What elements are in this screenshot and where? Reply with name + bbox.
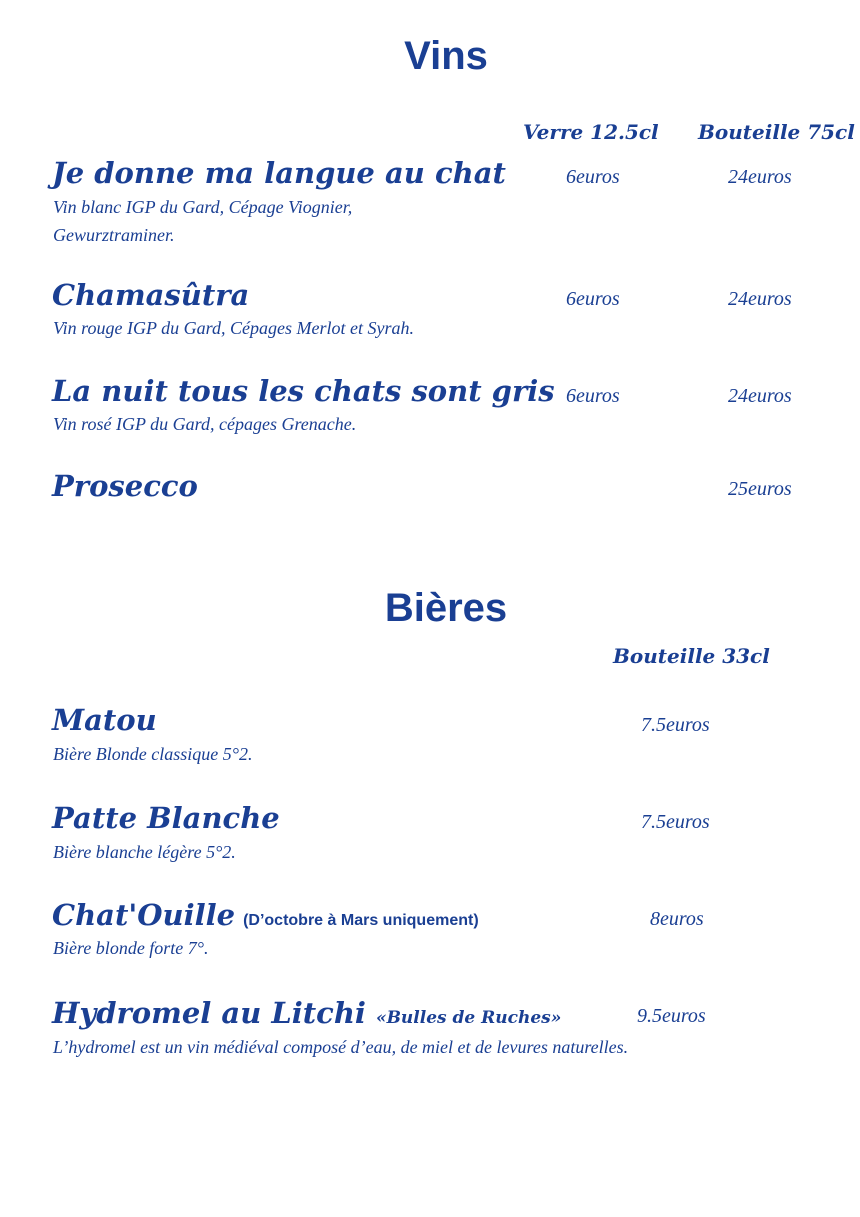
section-title-vins: Vins — [404, 34, 488, 78]
wine-price-bouteille: 25euros — [728, 478, 792, 500]
beer-name-line — [52, 898, 479, 932]
wine-description: Vin rosé IGP du Gard, cépages Grenache. — [53, 414, 357, 434]
beer-name: Chat'Ouille — [52, 898, 236, 932]
wine-price-verre: 6euros — [566, 288, 620, 310]
beer-name: Hydromel au Litchi — [52, 996, 366, 1030]
beer-price: 7.5euros — [641, 714, 710, 736]
beer-price: 9.5euros — [637, 1005, 706, 1027]
wine-description: Vin blanc IGP du Gard, Cépage Viognier, — [53, 197, 353, 217]
beer-availability-note: (D’octobre à Mars uniquement) — [243, 912, 479, 929]
beer-description: Bière Blonde classique 5°2. — [53, 744, 253, 764]
wine-description-line2: Gewurztraminer. — [53, 225, 175, 245]
beer-description: L’hydromel est un vin médiéval composé d’eau, de miel et de levures naturelles. — [53, 1037, 629, 1057]
beer-name-line — [52, 996, 561, 1030]
wine-price-verre: 6euros — [566, 166, 620, 188]
wine-price-bouteille: 24euros — [728, 288, 792, 310]
column-header-bouteille-75cl: Bouteille 75cl — [698, 120, 855, 144]
column-header-verre: Verre 12.5cl — [523, 120, 659, 144]
wine-name: Prosecco — [52, 469, 198, 503]
beer-name: Patte Blanche — [52, 801, 280, 835]
wine-price-verre: 6euros — [566, 385, 620, 407]
beer-description: Bière blonde forte 7°. — [53, 938, 209, 958]
wine-name: La nuit tous les chats sont gris — [52, 374, 555, 408]
beer-price: 7.5euros — [641, 811, 710, 833]
beer-description: Bière blanche légère 5°2. — [53, 842, 236, 862]
section-title-bieres: Bières — [384, 586, 508, 630]
wine-name: Je donne ma langue au chat — [52, 156, 506, 190]
beer-name: Matou — [52, 703, 157, 737]
wine-description: Vin rouge IGP du Gard, Cépages Merlot et Syrah. — [53, 318, 414, 338]
wine-price-bouteille: 24euros — [728, 166, 792, 188]
beer-price: 8euros — [650, 908, 704, 930]
wine-price-bouteille: 24euros — [728, 385, 792, 407]
wine-name: Chamasûtra — [52, 278, 250, 312]
column-header-bouteille-33cl: Bouteille 33cl — [613, 644, 770, 668]
beer-subtitle: «Bulles de Ruches» — [375, 1008, 562, 1028]
